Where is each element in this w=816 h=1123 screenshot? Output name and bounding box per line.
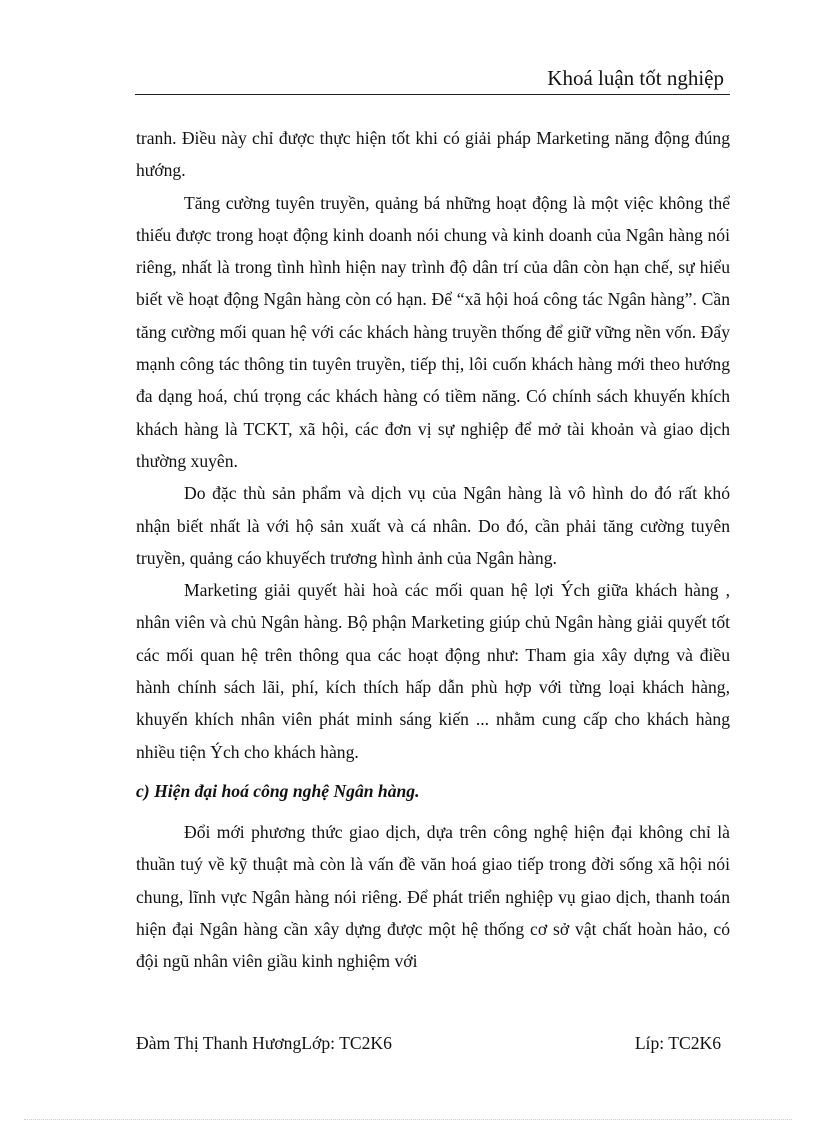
- paragraph: Marketing giải quyết hài hoà các mối quan hệ lợi Ých giữa khách hàng , nhân viên và chủ Ngân hàng. Bộ phận Marketing giúp chủ Ngân hàng giải quyết tốt các mối quan hệ trên thông qua các hoạt động như: Tham gia xây dựng và điều hành chính sách lãi, phí, kích thích hấp dẫn phù hợp với từng loại khách hàng, khuyến khích nhân viên phát minh sáng kiến ... nhằm cung cấp cho khách hàng nhiều tiện Ých cho khách hàng.: [136, 580, 730, 762]
- header-divider: [135, 94, 730, 95]
- paragraph-continuation: tranh. Điều này chỉ được thực hiện tốt khi có giải pháp Marketing năng động đúng hướng.: [136, 128, 730, 181]
- paragraph: Do đặc thù sản phẩm và dịch vụ của Ngân hàng là vô hình do đó rất khó nhận biết nhất là với hộ sản xuất và cá nhân. Do đó, cần phải tăng cường tuyên truyền, quảng cáo khuyếch trương hình ảnh của Ngân hàng.: [136, 483, 730, 568]
- paragraph: Đổi mới phương thức giao dịch, dựa trên công nghệ hiện đại không chỉ là thuần tuý về kỹ thuật mà còn là vấn đề văn hoá giao tiếp trong đời sống xã hội nói chung, lĩnh vực Ngân hàng nói riêng. Để phát triển nghiệp vụ giao dịch, thanh toán hiện đại Ngân hàng cần xây dựng được một hệ thống cơ sở vật chất hoàn hảo, có đội ngũ nhân viên giầu kinh nghiệm với: [136, 821, 730, 972]
- page-bottom-divider: [24, 1119, 792, 1120]
- footer-author-class: Đàm Thị Thanh HươngLớp: TC2K6: [136, 1033, 392, 1053]
- section-heading: c) Hiện đại hoá công nghệ Ngân hàng.: [136, 780, 420, 801]
- page-footer: [136, 1033, 721, 1054]
- paragraph: Tăng cường tuyên truyền, quảng bá những hoạt động là một việc không thể thiếu được trong hoạt động kinh doanh nói chung và kinh doanh của Ngân hàng nói riêng, nhất là trong tình hình hiện nay trình độ dân trí của dân còn hạn chế, sự hiểu biết về hoạt động Ngân hàng còn có hạn. Để “xã hội hoá công tác Ngân hàng”. Cần tăng cường mối quan hệ với các khách hàng truyền thống để giữ vững nền vốn. Đẩy mạnh công tác thông tin tuyên truyền, tiếp thị, lôi cuốn khách hàng mới theo hướng đa dạng hoá, chú trọng các khách hàng có tiềm năng. Có chính sách khuyến khích khách hàng là TCKT, xã hội, các đơn vị sự nghiệp để mở tài khoản và giao dịch thường xuyên.: [136, 192, 730, 471]
- document-body: [136, 122, 730, 977]
- page-header-title: Khoá luận tốt nghiệp: [547, 66, 724, 90]
- footer-class: Líp: TC2K6: [634, 1033, 721, 1053]
